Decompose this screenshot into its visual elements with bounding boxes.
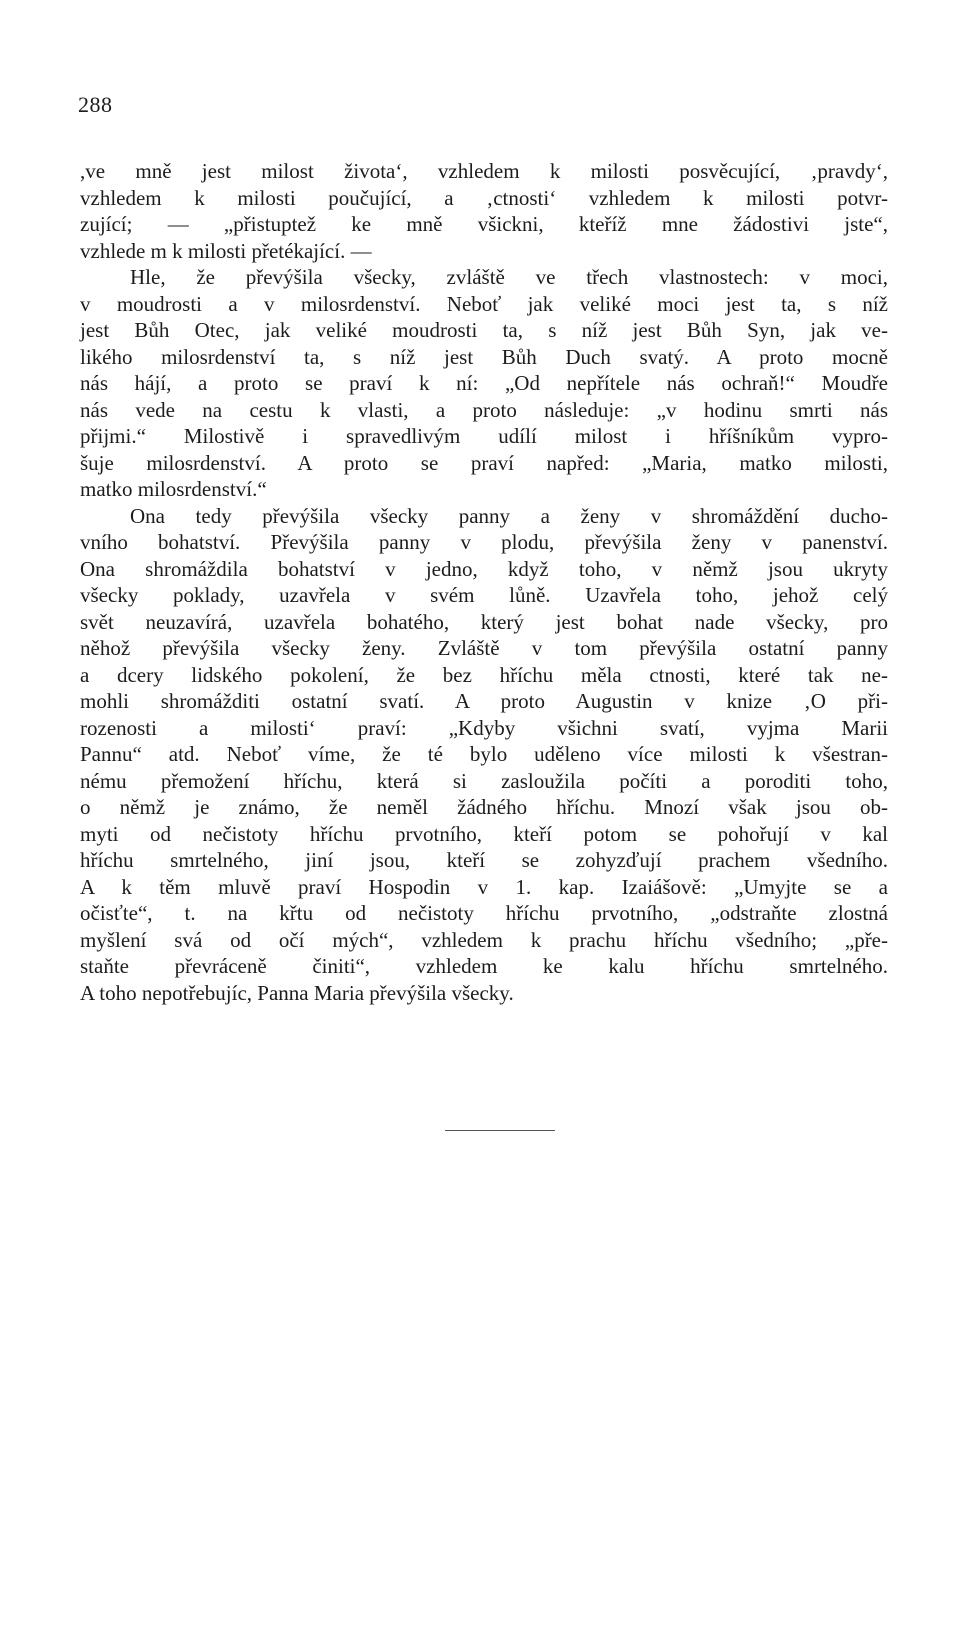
text-line: nás vede na cestu k vlasti, a proto následuje: „v hodinu smrti nás (80, 397, 888, 422)
text-line: o němž je známo, že neměl žádného hříchu. Mnozí však jsou ob- (80, 795, 888, 819)
text-line: očisťte“, t. na křtu od nečistoty hříchu prvotního, „odstraňte zlostná (80, 901, 888, 925)
text-line: myšlení svá od očí mých“, vzhledem k prachu hříchu všedního; „pře- (80, 927, 888, 952)
body-text (80, 158, 888, 1006)
text-line: nému přemožení hříchu, která si zasloužila počíti a poroditi toho, (80, 768, 888, 793)
text-line: Ona tedy převýšila všecky panny a ženy v shromáždění ducho- (130, 503, 888, 528)
text-line: jest Bůh Otec, jak veliké moudrosti ta, s níž jest Bůh Syn, jak ve- (80, 318, 888, 342)
text-line: v moudrosti a v milosrdenství. Neboť jak veliké moci jest ta, s níž (80, 291, 888, 316)
text-line: likého milosrdenství ta, s níž jest Bůh Duch svatý. A proto mocně (80, 344, 888, 369)
text-line: hříchu smrtelného, jiní jsou, kteří se zohyzďují prachem všedního. (80, 848, 888, 872)
text-line: Ona shromáždila bohatství v jedno, když toho, v němž jsou ukryty (80, 556, 888, 581)
text-line: staňte převráceně činiti“, vzhledem ke kalu hříchu smrtelného. (80, 954, 888, 978)
text-line: myti od nečistoty hříchu prvotního, kteří potom se pohořují v kal (80, 821, 888, 846)
text-line: A k těm mluvě praví Hospodin v 1. kap. Izaiášově: „Umyjte se a (80, 874, 888, 899)
text-line: šuje milosrdenství. A proto se praví napřed: „Maria, matko milosti, (80, 450, 888, 475)
text-line: všecky poklady, uzavřela v svém lůně. Uzavřela toho, jehož celý (80, 583, 888, 607)
text-line: A toho nepotřebujíc, Panna Maria převýšila všecky. (80, 980, 514, 1005)
text-line: rozenosti a milosti‘ praví: „Kdyby všichni svatí, vyjma Marii (80, 715, 888, 740)
text-line: svět neuzavírá, uzavřela bohatého, který jest bohat nade všecky, pro (80, 609, 888, 634)
text-line: zující; — „přistuptež ke mně všickni, kteříž mne žádostivi jste“, (80, 212, 888, 236)
text-line: vzhlede m k milosti přetékající. — (80, 238, 372, 263)
text-line: přijmi.“ Milostivě i spravedlivým udílí milost i hříšníkům vypro- (80, 424, 888, 448)
text-line: nás hájí, a proto se praví k ní: „Od nepřítele nás ochraň!“ Moudře (80, 371, 888, 395)
text-line: něhož převýšila všecky ženy. Zvláště v tom převýšila ostatní panny (80, 636, 888, 660)
text-line: Pannu“ atd. Neboť víme, že té bylo uděleno více milosti k všestran- (80, 742, 888, 766)
page-number: 288 (78, 92, 113, 117)
text-line: mohli shromážditi ostatní svatí. A proto Augustin v knize ‚O při- (80, 689, 888, 713)
end-ornament-rule (445, 1130, 555, 1131)
text-line: matko milosrdenství.“ (80, 477, 267, 501)
text-line: a dcery lidského pokolení, že bez hříchu měla ctnosti, které tak ne- (80, 662, 888, 687)
text-line: Hle, že převýšila všecky, zvláště ve třech vlastnostech: v moci, (130, 265, 888, 289)
text-line: vního bohatství. Převýšila panny v plodu, převýšila ženy v panenství. (80, 530, 888, 554)
text-line: ,ve mně jest milost života‘, vzhledem k milosti posvěcující, ‚pravdy‘, (80, 159, 888, 183)
text-line: vzhledem k milosti poučující, a ‚ctnosti‘ vzhledem k milosti potvr- (80, 185, 888, 210)
